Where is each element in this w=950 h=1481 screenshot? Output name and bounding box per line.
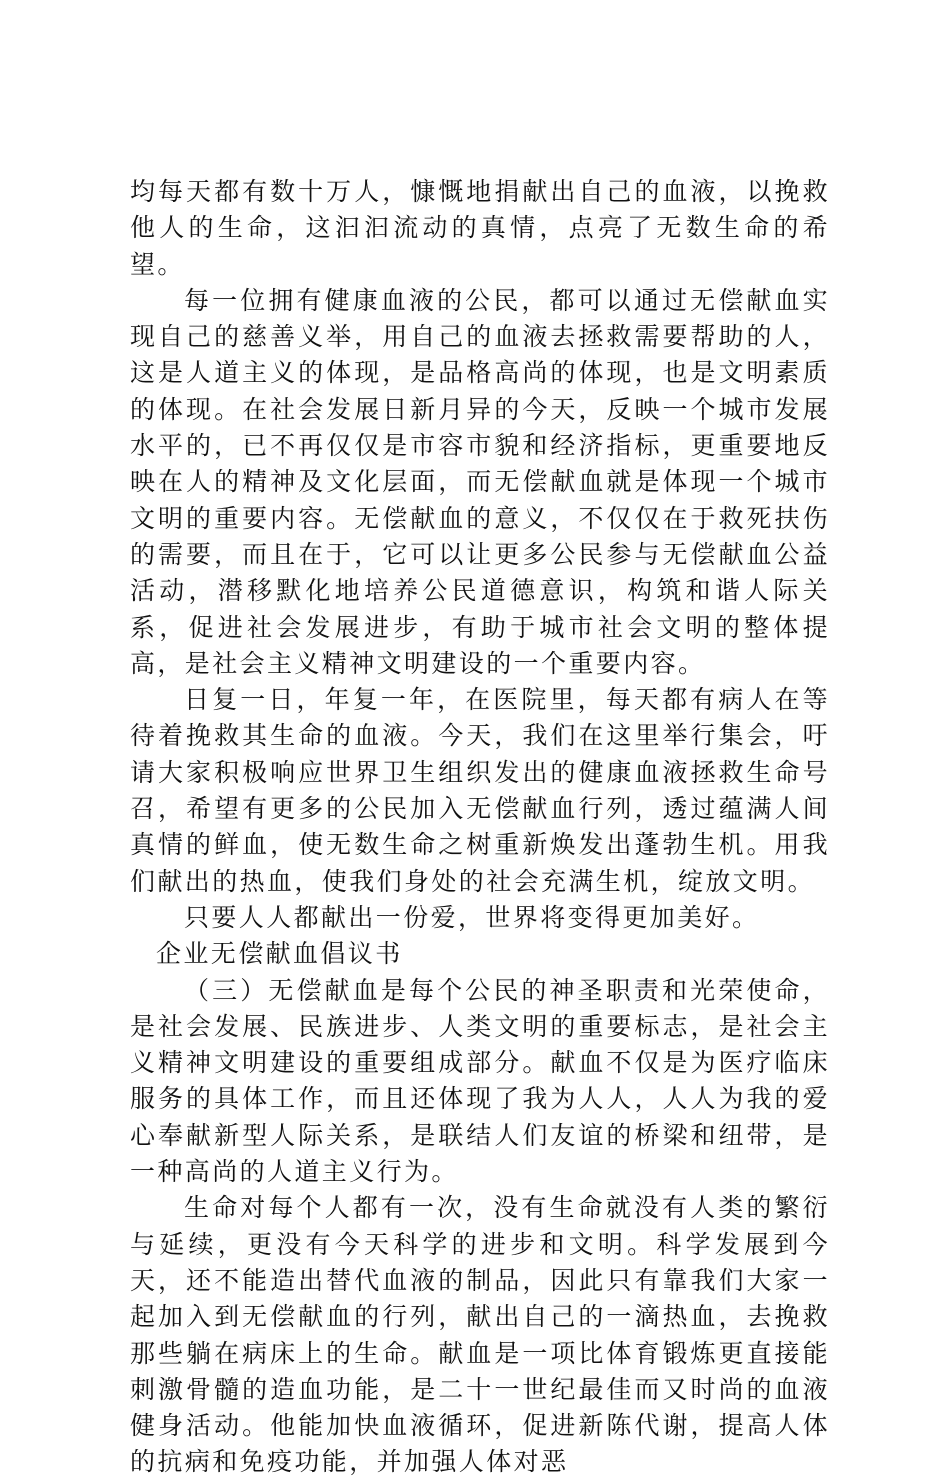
paragraph-section-three: （三）无偿献血是每个公民的神圣职责和光荣使命，是社会发展、民族进步、人类文明的重要标志，是社会主义精神文明建设的重要组成部分。献血不仅是为医疗临床服务的具体工作，而且还体现了我为人人，人人为我的爱心奉献新型人际关系，是联结人们友谊的桥梁和纽带，是一种高尚的人道主义行为。 [130, 975, 830, 1187]
section-title: 企业无偿献血倡议书 [156, 939, 403, 969]
document-body [130, 174, 830, 1481]
paragraph-continuation: 均每天都有数十万人，慷慨地捐献出自己的血液，以挽救他人的生命，这汩汩流动的真情，点亮了无数生命的希望。 [130, 177, 830, 279]
paragraph-daily-patients: 日复一日，年复一年，在医院里，每天都有病人在等待着挽救其生命的血液。今天，我们在这里举行集会，吁请大家积极响应世界卫生组织发出的健康血液拯救生命号召，希望有更多的公民加入无偿献血行列，透过蕴满人间真情的鲜血，使无数生命之树重新焕发出蓬勃生机。用我们献出的热血，使我们身处的社会充满生机，绽放文明。 [130, 685, 830, 896]
paragraph-love-slogan: 只要人人都献出一份爱，世界将变得更加美好。 [184, 902, 760, 932]
paragraph-life-and-science: 生命对每个人都有一次，没有生命就没有人类的繁衍与延续，更没有今天科学的进步和文明。科学发展到今天，还不能造出替代血液的制品，因此只有靠我们大家一起加入到无偿献血的行列，献出自己的一滴热血，去挽救那些躺在病床上的生命。献血是一项比体育锻炼更直接能刺激骨髓的造血功能，是二十一世纪最佳而又时尚的血液健身活动。他能加快血液循环，促进新陈代谢，提高人体的抗病和免疫功能，并加强人体对恶 [130, 1193, 830, 1477]
paragraph-citizen-donation: 每一位拥有健康血液的公民，都可以通过无偿献血实现自己的慈善义举，用自己的血液去拯救需要帮助的人，这是人道主义的体现，是品格高尚的体现，也是文明素质的体现。在社会发展日新月异的今天，反映一个城市发展水平的，已不再仅仅是市容市貌和经济指标，更重要地反映在人的精神及文化层面，而无偿献血就是体现一个城市文明的重要内容。无偿献血的意义，不仅仅在于救死扶伤的需要，而且在于，它可以让更多公民参与无偿献血公益活动，潜移默化地培养公民道德意识，构筑和谐人际关系，促进社会发展进步，有助于城市社会文明的整体提高，是社会主义精神文明建设的一个重要内容。 [130, 285, 830, 678]
